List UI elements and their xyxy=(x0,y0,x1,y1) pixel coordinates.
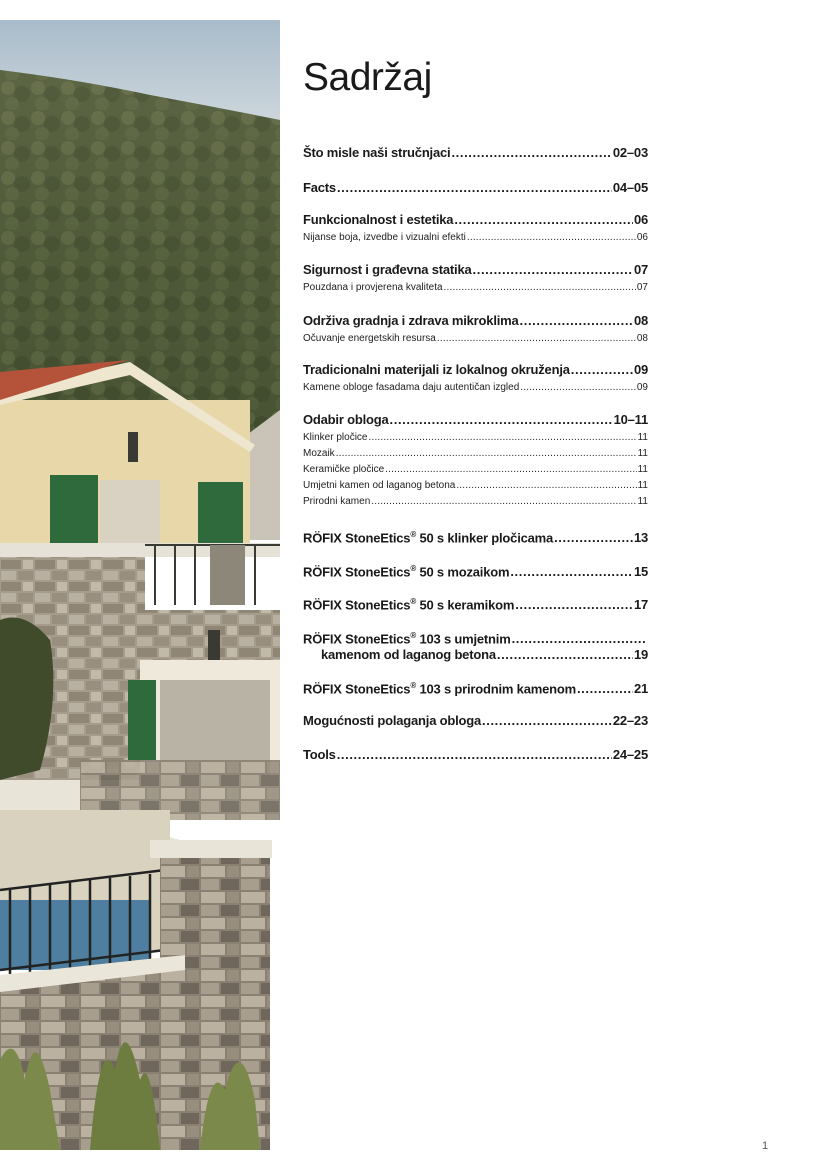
toc-entry-page: 11 xyxy=(637,432,648,443)
toc-entry[interactable] xyxy=(303,465,648,475)
toc-entry-page: 08 xyxy=(633,313,648,328)
toc-entry-label xyxy=(303,181,336,194)
toc-entry[interactable] xyxy=(303,334,648,344)
toc-entry-label xyxy=(303,748,336,761)
toc-entry[interactable] xyxy=(303,413,648,426)
toc-entry[interactable] xyxy=(303,383,648,393)
toc-entry-label-text: Funkcionalnost i estetika xyxy=(303,212,454,227)
toc-entry-label xyxy=(303,233,466,243)
toc-entry-page: 11 xyxy=(637,448,648,459)
toc-entry-label xyxy=(303,481,455,491)
dot-leader xyxy=(385,465,636,475)
page-title: Sadržaj xyxy=(303,56,432,99)
toc-entry-label xyxy=(303,598,514,611)
toc-entry-label-text: Mogućnosti polaganja obloga xyxy=(303,713,482,728)
toc-entry-label-text: Pouzdana i provjerena kvaliteta xyxy=(303,282,443,293)
toc-entry[interactable] xyxy=(303,363,648,376)
dot-leader xyxy=(368,433,636,443)
toc-entry-label-text: RÖFIX StoneEtics xyxy=(303,631,411,647)
toc-entry-label xyxy=(303,565,509,578)
toc-entry-label xyxy=(303,465,384,475)
toc-entry-label-text: Što misle naši stručnjaci xyxy=(303,145,451,160)
toc-entry[interactable] xyxy=(303,531,648,544)
cover-photo xyxy=(0,20,280,1150)
dot-leader xyxy=(437,334,636,344)
registered-mark: ® xyxy=(410,597,417,606)
dot-leader xyxy=(554,531,633,544)
toc-entry-page: 11 xyxy=(637,464,648,475)
toc-entry[interactable] xyxy=(303,497,648,507)
registered-mark: ® xyxy=(410,681,417,690)
toc-entry-label xyxy=(303,433,367,443)
toc-entry-page: 15 xyxy=(633,564,648,580)
toc-entry-label-text: Kamene obloge fasadama daju autentičan izgled xyxy=(303,382,520,393)
toc-entry[interactable] xyxy=(303,283,648,293)
toc-entry-label-text: Očuvanje energetskih resursa xyxy=(303,333,436,344)
toc-entry-label-suffix: 50 s klinker pločicama xyxy=(416,530,554,546)
registered-mark: ® xyxy=(410,530,417,539)
toc-entry-page: 10–11 xyxy=(613,412,648,427)
toc-entry-label xyxy=(303,383,519,393)
toc-entry-label-suffix: 103 s umjetnim xyxy=(416,631,511,647)
toc-entry-label xyxy=(303,334,436,344)
dot-leader xyxy=(473,263,633,276)
toc-entry-label xyxy=(303,314,519,327)
toc-entry-label xyxy=(303,283,443,293)
toc-entry-page: 07 xyxy=(636,282,648,293)
toc-entry-label-suffix: 50 s mozaikom xyxy=(416,564,510,580)
dot-leader xyxy=(520,383,636,393)
house-photo-illustration xyxy=(0,20,280,1150)
toc-entry-page: 08 xyxy=(636,333,648,344)
toc-entry-label xyxy=(303,682,576,695)
dot-leader xyxy=(515,598,633,611)
toc-entry-label-suffix: 50 s keramikom xyxy=(416,597,515,613)
toc-entry-label xyxy=(303,648,496,661)
toc-entry-page: 09 xyxy=(636,382,648,393)
toc-entry-label-text: Klinker pločice xyxy=(303,432,368,443)
toc-entry-label-text: RÖFIX StoneEtics xyxy=(303,681,411,697)
toc-entry[interactable] xyxy=(303,714,648,727)
toc-entry-label-text: Tradicionalni materijali iz lokalnog okruženja xyxy=(303,362,570,377)
toc-entry-page: 11 xyxy=(637,496,648,507)
toc-entry-label xyxy=(303,531,553,544)
toc-entry-label xyxy=(303,413,389,426)
toc-entry-label-text: Održiva gradnja i zdrava mikroklima xyxy=(303,313,519,328)
dot-leader xyxy=(337,748,612,761)
toc-entry[interactable] xyxy=(303,648,648,661)
toc-entry[interactable] xyxy=(303,565,648,578)
toc-entry-page: 13 xyxy=(633,530,648,546)
dot-leader xyxy=(467,233,636,243)
dot-leader xyxy=(456,481,636,491)
toc-entry-label xyxy=(303,363,570,376)
toc-entry[interactable] xyxy=(303,748,648,761)
toc-entry-label xyxy=(303,263,472,276)
dot-leader xyxy=(510,565,633,578)
dot-leader xyxy=(571,363,633,376)
toc-entry-page: 24–25 xyxy=(612,747,648,762)
toc-entry-label-text: Tools xyxy=(303,747,336,762)
dot-leader xyxy=(482,714,612,727)
toc-entry-label xyxy=(303,632,511,645)
toc-entry-label xyxy=(303,146,450,159)
dot-leader xyxy=(497,648,633,661)
dot-leader xyxy=(336,449,637,459)
toc-entry[interactable] xyxy=(303,146,648,159)
toc-entry-label-text: Prirodni kamen xyxy=(303,496,371,507)
dot-leader xyxy=(337,181,612,194)
toc-entry-page: 09 xyxy=(633,362,648,377)
toc-entry-label xyxy=(303,497,370,507)
dot-leader xyxy=(444,283,636,293)
toc-entry-label-text: Facts xyxy=(303,180,336,195)
toc-entry-label-text: Umjetni kamen od laganog betona xyxy=(303,480,456,491)
toc-entry[interactable] xyxy=(303,682,648,695)
toc-entry-label-text: kamenom od laganog betona xyxy=(321,647,496,662)
toc-entry-page: 21 xyxy=(633,681,648,697)
toc-entry-label-text: Mozaik xyxy=(303,448,335,459)
toc-entry-label-text: Nijanse boja, izvedbe i vizualni efekti xyxy=(303,232,466,243)
toc-entry[interactable] xyxy=(303,598,648,611)
toc-entry-label xyxy=(303,449,335,459)
dot-leader xyxy=(451,146,611,159)
dot-leader xyxy=(512,632,647,645)
toc-entry-page: 06 xyxy=(633,212,648,227)
toc-entry-label xyxy=(303,714,481,727)
toc-entry-page: 17 xyxy=(633,597,648,613)
dot-leader xyxy=(520,314,633,327)
toc-entry[interactable] xyxy=(303,481,648,491)
toc-entry-page: 06 xyxy=(636,232,648,243)
toc-entry-label-text: Sigurnost i građevna statika xyxy=(303,262,472,277)
dot-leader xyxy=(371,497,636,507)
page-number: 1 xyxy=(762,1140,769,1152)
toc-entry-label-text: Keramičke pločice xyxy=(303,464,385,475)
toc-entry-label xyxy=(303,213,453,226)
toc-entry[interactable] xyxy=(303,233,648,243)
toc-entry[interactable] xyxy=(303,213,648,226)
toc-entry-label-text: RÖFIX StoneEtics xyxy=(303,597,411,613)
toc-entry-page: 11 xyxy=(637,480,648,491)
dot-leader xyxy=(390,413,613,426)
toc-entry-label-suffix: 103 s prirodnim kamenom xyxy=(416,681,576,697)
toc-entry-label-text: Odabir obloga xyxy=(303,412,389,427)
toc-entry[interactable] xyxy=(303,449,648,459)
toc-entry-page: 02–03 xyxy=(612,145,648,160)
registered-mark: ® xyxy=(410,631,417,640)
registered-mark: ® xyxy=(410,564,417,573)
toc-entry[interactable] xyxy=(303,433,648,443)
toc-entry-page: 07 xyxy=(633,262,648,277)
toc-entry[interactable] xyxy=(303,263,648,276)
toc-entry[interactable] xyxy=(303,181,648,194)
toc-entry-page: 04–05 xyxy=(612,180,648,195)
toc-entry-label-text: RÖFIX StoneEtics xyxy=(303,564,411,580)
toc-entry[interactable] xyxy=(303,632,648,645)
toc-entry-label-text: RÖFIX StoneEtics xyxy=(303,530,411,546)
toc-entry-page: 19 xyxy=(633,647,648,662)
toc-entry[interactable] xyxy=(303,314,648,327)
dot-leader xyxy=(454,213,633,226)
toc-entry-page: 22–23 xyxy=(612,713,648,728)
dot-leader xyxy=(577,682,633,695)
